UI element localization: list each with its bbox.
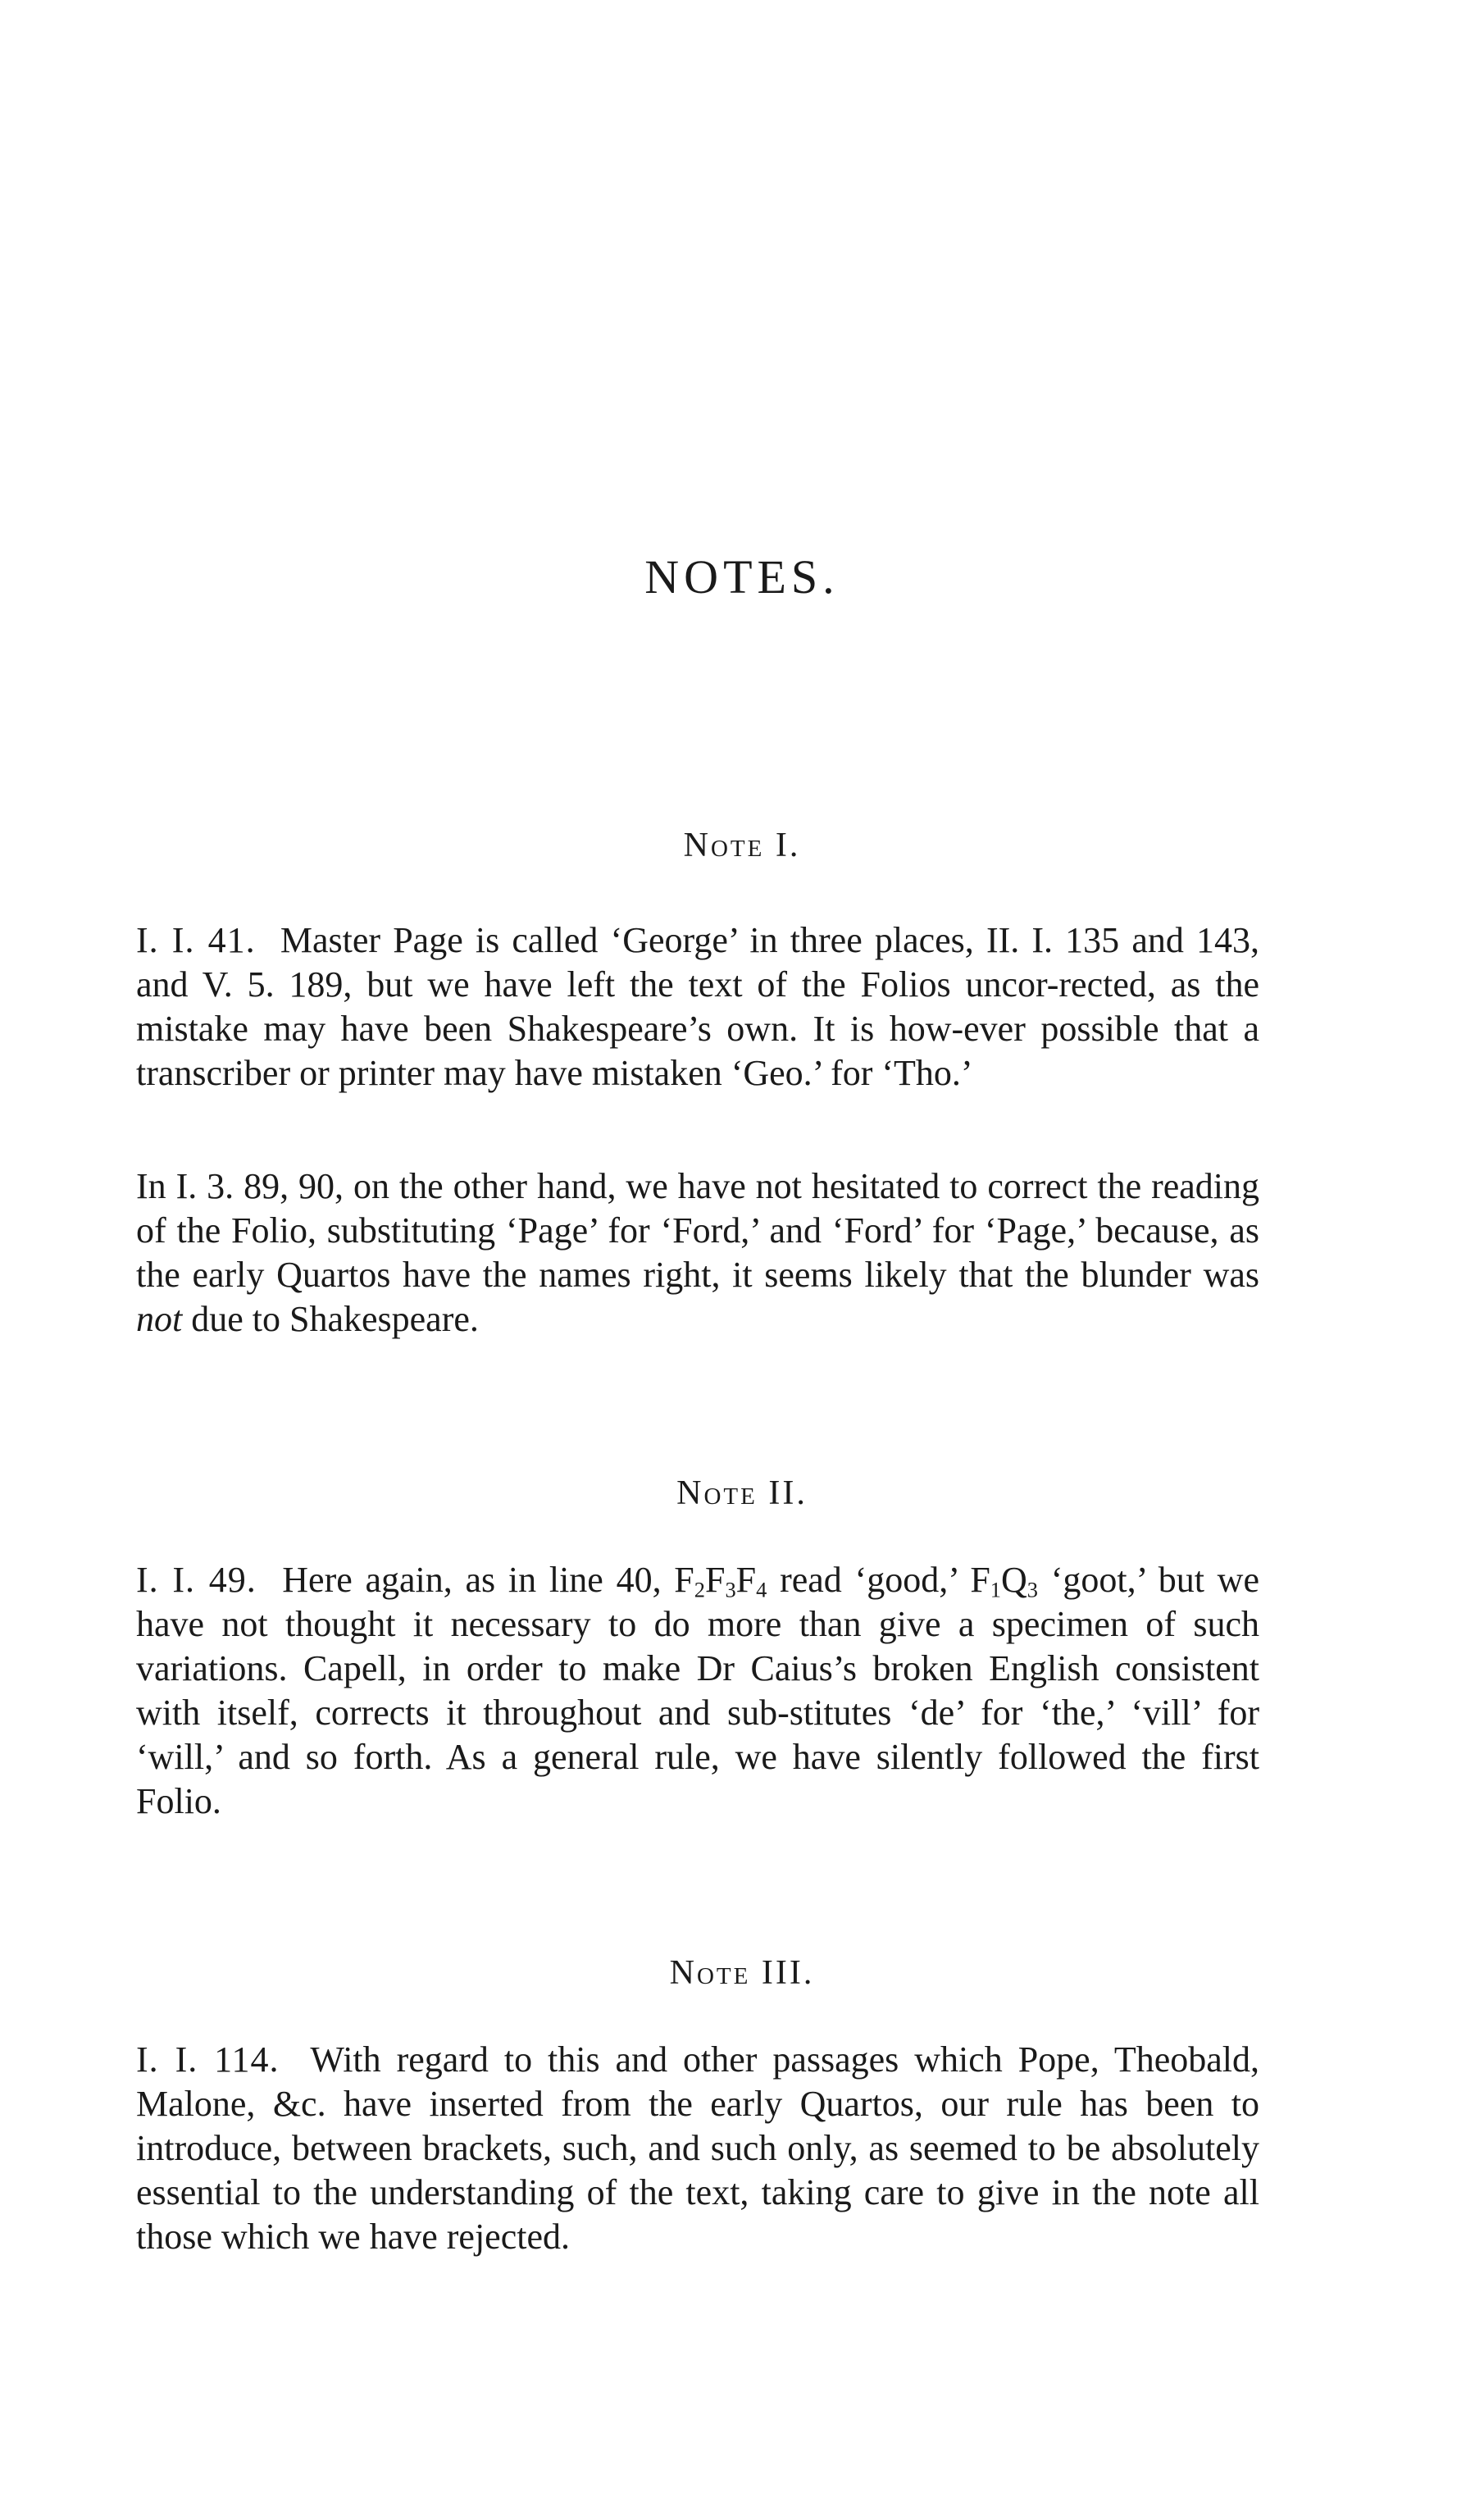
note-3-text: With regard to this and other passages which Pope, Theobald, Malone, &c. have inserted from the early Quartos, our rule has been to introduce, between brackets, such, and such only, as seemed to be absolutely essential to the understanding of the text, taking care to give in the note all those which we have rejected. <box>136 2039 1260 2257</box>
note-2-sub-e: 3 <box>1027 1577 1038 1602</box>
note-1-heading: Note I. <box>683 827 801 864</box>
note-2-sub-c: 4 <box>756 1577 767 1602</box>
note-2-text-d: read ‘good,’ F <box>767 1560 990 1600</box>
note-1-emphasis: not <box>136 1299 183 1339</box>
note-1-paragraph-1 <box>136 918 1259 1096</box>
page-title: NOTES. <box>644 550 840 604</box>
note-2-sub-d: 1 <box>990 1577 1001 1602</box>
note-3-reference: I. I. 114. <box>136 2039 280 2080</box>
note-2-sub-a: 2 <box>694 1577 705 1602</box>
note-2-text-f: ‘goot,’ but we have not thought it necessary to do more than give a specimen of such variations. Capell, in order to make Dr Caius’s broken English consistent with itself, corrects it throughout and sub-stitutes ‘de’ for ‘the,’ ‘vill’ for ‘will,’ and so forth. As a general rule, we have silently followed the first Folio. <box>136 1560 1259 1821</box>
note-2-reference: I. I. 49. <box>136 1560 257 1600</box>
note-2-text-a: Here again, as in line 40, F <box>282 1560 694 1600</box>
note-3-heading: Note III. <box>669 1954 815 1992</box>
note-2-paragraph-1 <box>136 1558 1259 1824</box>
note-2-sub-b: 3 <box>725 1577 736 1602</box>
note-2-text-e: Q <box>1001 1560 1027 1600</box>
note-2-text-b: F <box>704 1560 726 1600</box>
note-1-paragraph-2 <box>136 1164 1259 1342</box>
note-1-text-after: due to Shakespeare. <box>191 1299 479 1339</box>
note-1-text: Master Page is called ‘George’ in three places, II. I. 135 and 143, and V. 5. 189, but we have left the text of the Folios uncor-rected, as the mistake may have been Shakespeare’s own. It is how-ever possible that a transcriber or printer may have mistaken ‘Geo.’ for ‘Tho.’ <box>136 920 1259 1093</box>
note-2-heading: Note II. <box>676 1474 808 1512</box>
note-1-reference: I. I. 41. <box>136 920 256 960</box>
note-2-text-c: F <box>735 1560 757 1600</box>
note-3-paragraph-1 <box>136 2038 1259 2259</box>
note-1-text-before: In I. 3. 89, 90, on the other hand, we have not hesitated to correct the reading of the Folio, substituting ‘Page’ for ‘Ford,’ and ‘Ford’ for ‘Page,’ because, as the early Quartos have the names right, it seems likely that the blunder was <box>136 1166 1259 1295</box>
